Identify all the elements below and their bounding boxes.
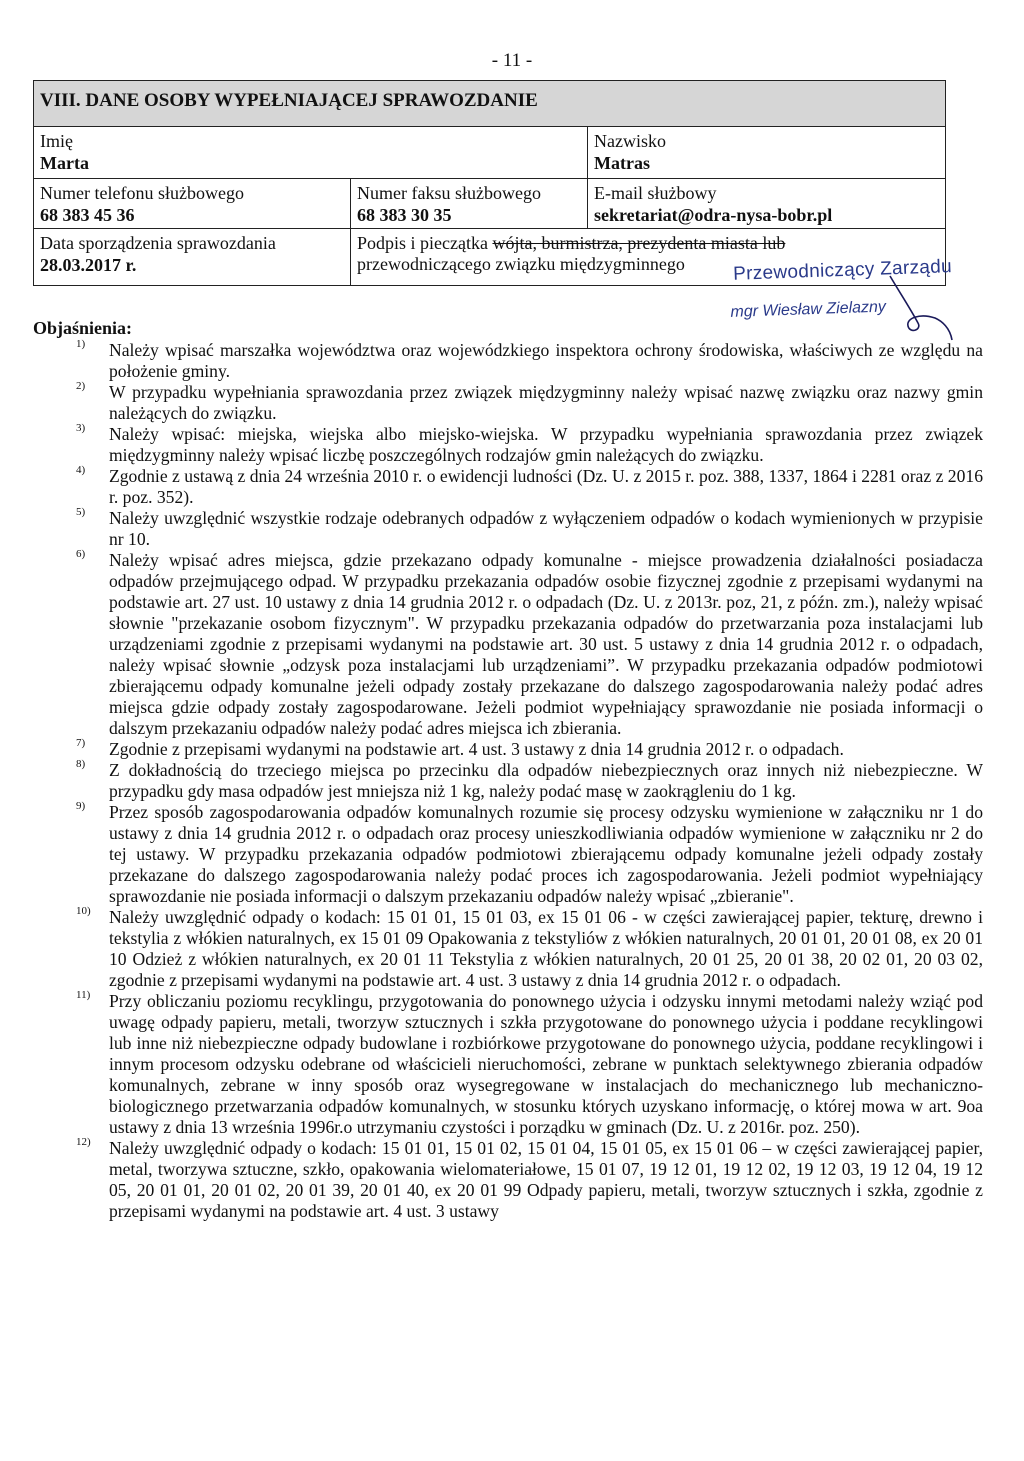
note-item [33,802,983,907]
page-number: - 11 - [491,50,533,71]
note-item [33,1138,983,1222]
note-item [33,991,983,1138]
fax-value: 68 383 30 35 [357,205,452,225]
contact-row [34,179,945,229]
note-text: Zgodnie z przepisami wydanymi na podstawie art. 4 ust. 3 ustawy z dnia 14 grudnia 2012 r. o odpadach. [109,739,844,759]
note-text: Przy obliczaniu poziomu recyklingu, przygotowania do ponownego użycia i odzysku innymi metodami należy wziąć pod uwagę odpady papieru, metali, tworzyw sztucznych i szkła przygotowane do ponownego użycia i poddane recyklingowi lub inne niż niebezpieczne odpady budowlane i rozbiórkowe przygotowane do ponownego użycia, poddane recyklingowi i innym procesom odzysku odebrane od właścicieli nieruchomości, zebrane w punktach selektywnego zbierania odpadów komunalnych, zebrane w inny sposób oraz wysegregowane w instalacjach do mechanicznego lub mechaniczno-biologicznego przetwarzania odpadów komunalnych, w stosunku których uzyskano informację, o której mowa w art. 9oa ustawy z dnia 13 września 1996r.o utrzymaniu czystości i porządku w gminach (Dz. U. z 2016r. poz. 250). [109,991,983,1137]
note-text: Zgodnie z ustawą z dnia 24 września 2010 r. o ewidencji ludności (Dz. U. z 2015 r. poz. 388, 1337, 1864 i 2281 oraz z 2016 r. poz. 352). [109,466,983,507]
struck-text: wójta, burmistrza, prezydenta miasta lub [492,233,786,253]
email-cell [587,179,945,228]
fax-label: Numer faksu służbowego [357,183,541,203]
phone-label: Numer telefonu służbowego [40,183,244,203]
note-text: Przez sposób zagospodarowania odpadów komunalnych rozumie się procesy odzysku wymienione w załączniku nr 1 do ustawy z dnia 14 grudnia 2012 r. o odpadach oraz procesy unieszkodliwiania odpadów wymienione w załączniku nr 2 do tej ustawy. W przypadku przekazania odpadów podmiotowi zbierającemu odpady komunalne jeżeli odpady zostały przekazane do dalszego zagospodarowania należy podać proces ich zagospodarowania. Jeżeli podmiot wypełniający sprawozdanie nie posiada informacji o dalszym przekazaniu odpadów należy wpisać „zbieranie". [109,802,983,906]
phone-value: 68 383 45 36 [40,205,135,225]
stamp-name: mgr Wiesław Zielazny [730,298,887,321]
email-label: E-mail służbowy [594,183,717,203]
note-item [33,760,983,802]
handwritten-signature [880,268,960,348]
note-number: 6) [76,548,86,560]
person-data-section [33,80,946,286]
note-item [33,466,983,508]
note-number: 3) [76,422,86,434]
signature-label-line2: przewodniczącego związku międzygminnego [357,254,685,274]
note-number: 4) [76,464,86,476]
note-number: 11) [76,989,91,1001]
note-number: 7) [76,737,86,749]
note-text: Należy uwzględnić wszystkie rodzaje odebranych odpadów z wyłączeniem odpadów o kodach wymienionych w przypisie nr 10. [109,508,983,549]
last-name-cell [587,127,945,178]
section-title: VIII. DANE OSOBY WYPEŁNIAJĄCEJ SPRAWOZDANIE [34,81,945,127]
signature-label-line1: Podpis i pieczątka wójta, burmistrza, prezydenta miasta lub [357,233,786,253]
note-text: W przypadku wypełniania sprawozdania przez związek międzygminny należy wpisać nazwę związku oraz nazwy gmin należących do związku. [109,382,983,423]
last-name-label: Nazwisko [594,131,666,151]
note-item [33,907,983,991]
note-item [33,382,983,424]
first-name-label: Imię [40,131,73,151]
note-text: Należy wpisać marszałka województwa oraz wojewódzkiego inspektora ochrony środowiska, właściwych ze względu na położenie gminy. [109,340,983,381]
date-cell [34,229,350,285]
date-value: 28.03.2017 r. [40,255,137,275]
note-item [33,508,983,550]
note-text: Należy wpisać adres miejsca, gdzie przekazano odpady komunalne - miejsce prowadzenia działalności posiadacza odpadów przejmującego odpad. W przypadku przekazania odpadów osobie fizycznej zgodnie z przepisami wydanymi na podstawie art. 27 ust. 10 ustawy z dnia 14 grudnia 2012 r. o odpadach (Dz. U. z 2013r. poz, 21, z późn. zm.), należy wpisać słownie "przekazanie osobom fizycznym". W przypadku przekazania odpadów do przetwarzania poza instalacjami lub urządzeniami zgodnie z przepisami wydanymi na podstawie art. 30 ust. 5 ustawy z dnia 14 grudnia 2012 r. o odpadach, należy wpisać słownie „odzysk poza instalacjami lub urządzeniami”. W przypadku przekazania odpadów podmiotowi zbierającemu odpady komunalne jeżeli odpady zostały przekazane do dalszego zagospodarowania należy podać adres miejsca gdzie odpady zostały zagospodarowane. Jeżeli podmiot wypełniający sprawozdanie nie posiada informacji o dalszym przekazaniu odpadów należy podać adres miejsca ich zbierania. [109,550,983,738]
first-name-cell [34,127,587,178]
fax-cell [350,179,587,228]
note-number: 9) [76,800,86,812]
phone-cell [34,179,350,228]
note-text: Należy uwzględnić odpady o kodach: 15 01 01, 15 01 02, 15 01 04, 15 01 05, ex 15 01 06 – w części zawierającej papier, metal, tworzywa sztuczne, szkło, opakowania wielomateriałowe, 15 01 07, 19 12 01, 19 12 02, 19 12 03, 19 12 04, 19 12 05, 20 01 01, 20 01 02, 20 01 39, 20 01 40, ex 20 01 99 Odpady papieru, metali, tworzyw sztucznych i szkła, zgodnie z przepisami wydanymi na podstawie art. 4 ust. 3 ustawy [109,1138,983,1221]
note-text: Z dokładnością do trzeciego miejsca po przecinku dla odpadów niebezpiecznych oraz innych niż niebezpieczne. W przypadku gdy masa odpadów jest mniejsza niż 1 kg, należy podać masę w zaokrągleniu do 1 kg. [109,760,983,801]
note-number: 2) [76,380,86,392]
last-name-value: Matras [594,153,650,173]
note-item [33,739,983,760]
date-label: Data sporządzenia sprawozdania [40,233,276,253]
note-text: Należy uwzględnić odpady o kodach: 15 01 01, 15 01 03, ex 15 01 06 - w części zawierającej papier, tekturę, drewno i tekstylia z włókien naturalnych, ex 15 01 09 Opakowania z tekstyliów z włókien naturalnych, 20 01 01, 20 01 08, ex 20 01 10 Odzież z włókien naturalnych, ex 20 01 11 Tekstylia z włókien naturalnych, 20 01 25, 20 01 38, 20 02 01, 20 03 02, zgodnie z przepisami wydanymi na podstawie art. 4 ust. 3 ustawy z dnia 14 grudnia 2012 r. o odpadach. [109,907,983,990]
stamp-title: Przewodniczący Zarządu [732,256,953,285]
note-number: 8) [76,758,86,770]
name-row [34,127,945,179]
email-value: sekretariat@odra-nysa-bobr.pl [594,205,833,225]
note-item [33,340,983,382]
note-number: 1) [76,338,86,350]
note-text: Należy wpisać: miejska, wiejska albo miejsko-wiejska. W przypadku wypełniania sprawozdania przez związek międzygminny należy wpisać liczbę poszczególnych rodzajów gmin należących do związku. [109,424,983,465]
note-number: 5) [76,506,86,518]
notes-title: Objaśnienia: [33,318,133,338]
note-item [33,424,983,466]
first-name-value: Marta [40,153,89,173]
note-item [33,550,983,739]
note-number: 10) [76,905,91,917]
note-number: 12) [76,1136,91,1148]
notes-list [33,340,983,1222]
